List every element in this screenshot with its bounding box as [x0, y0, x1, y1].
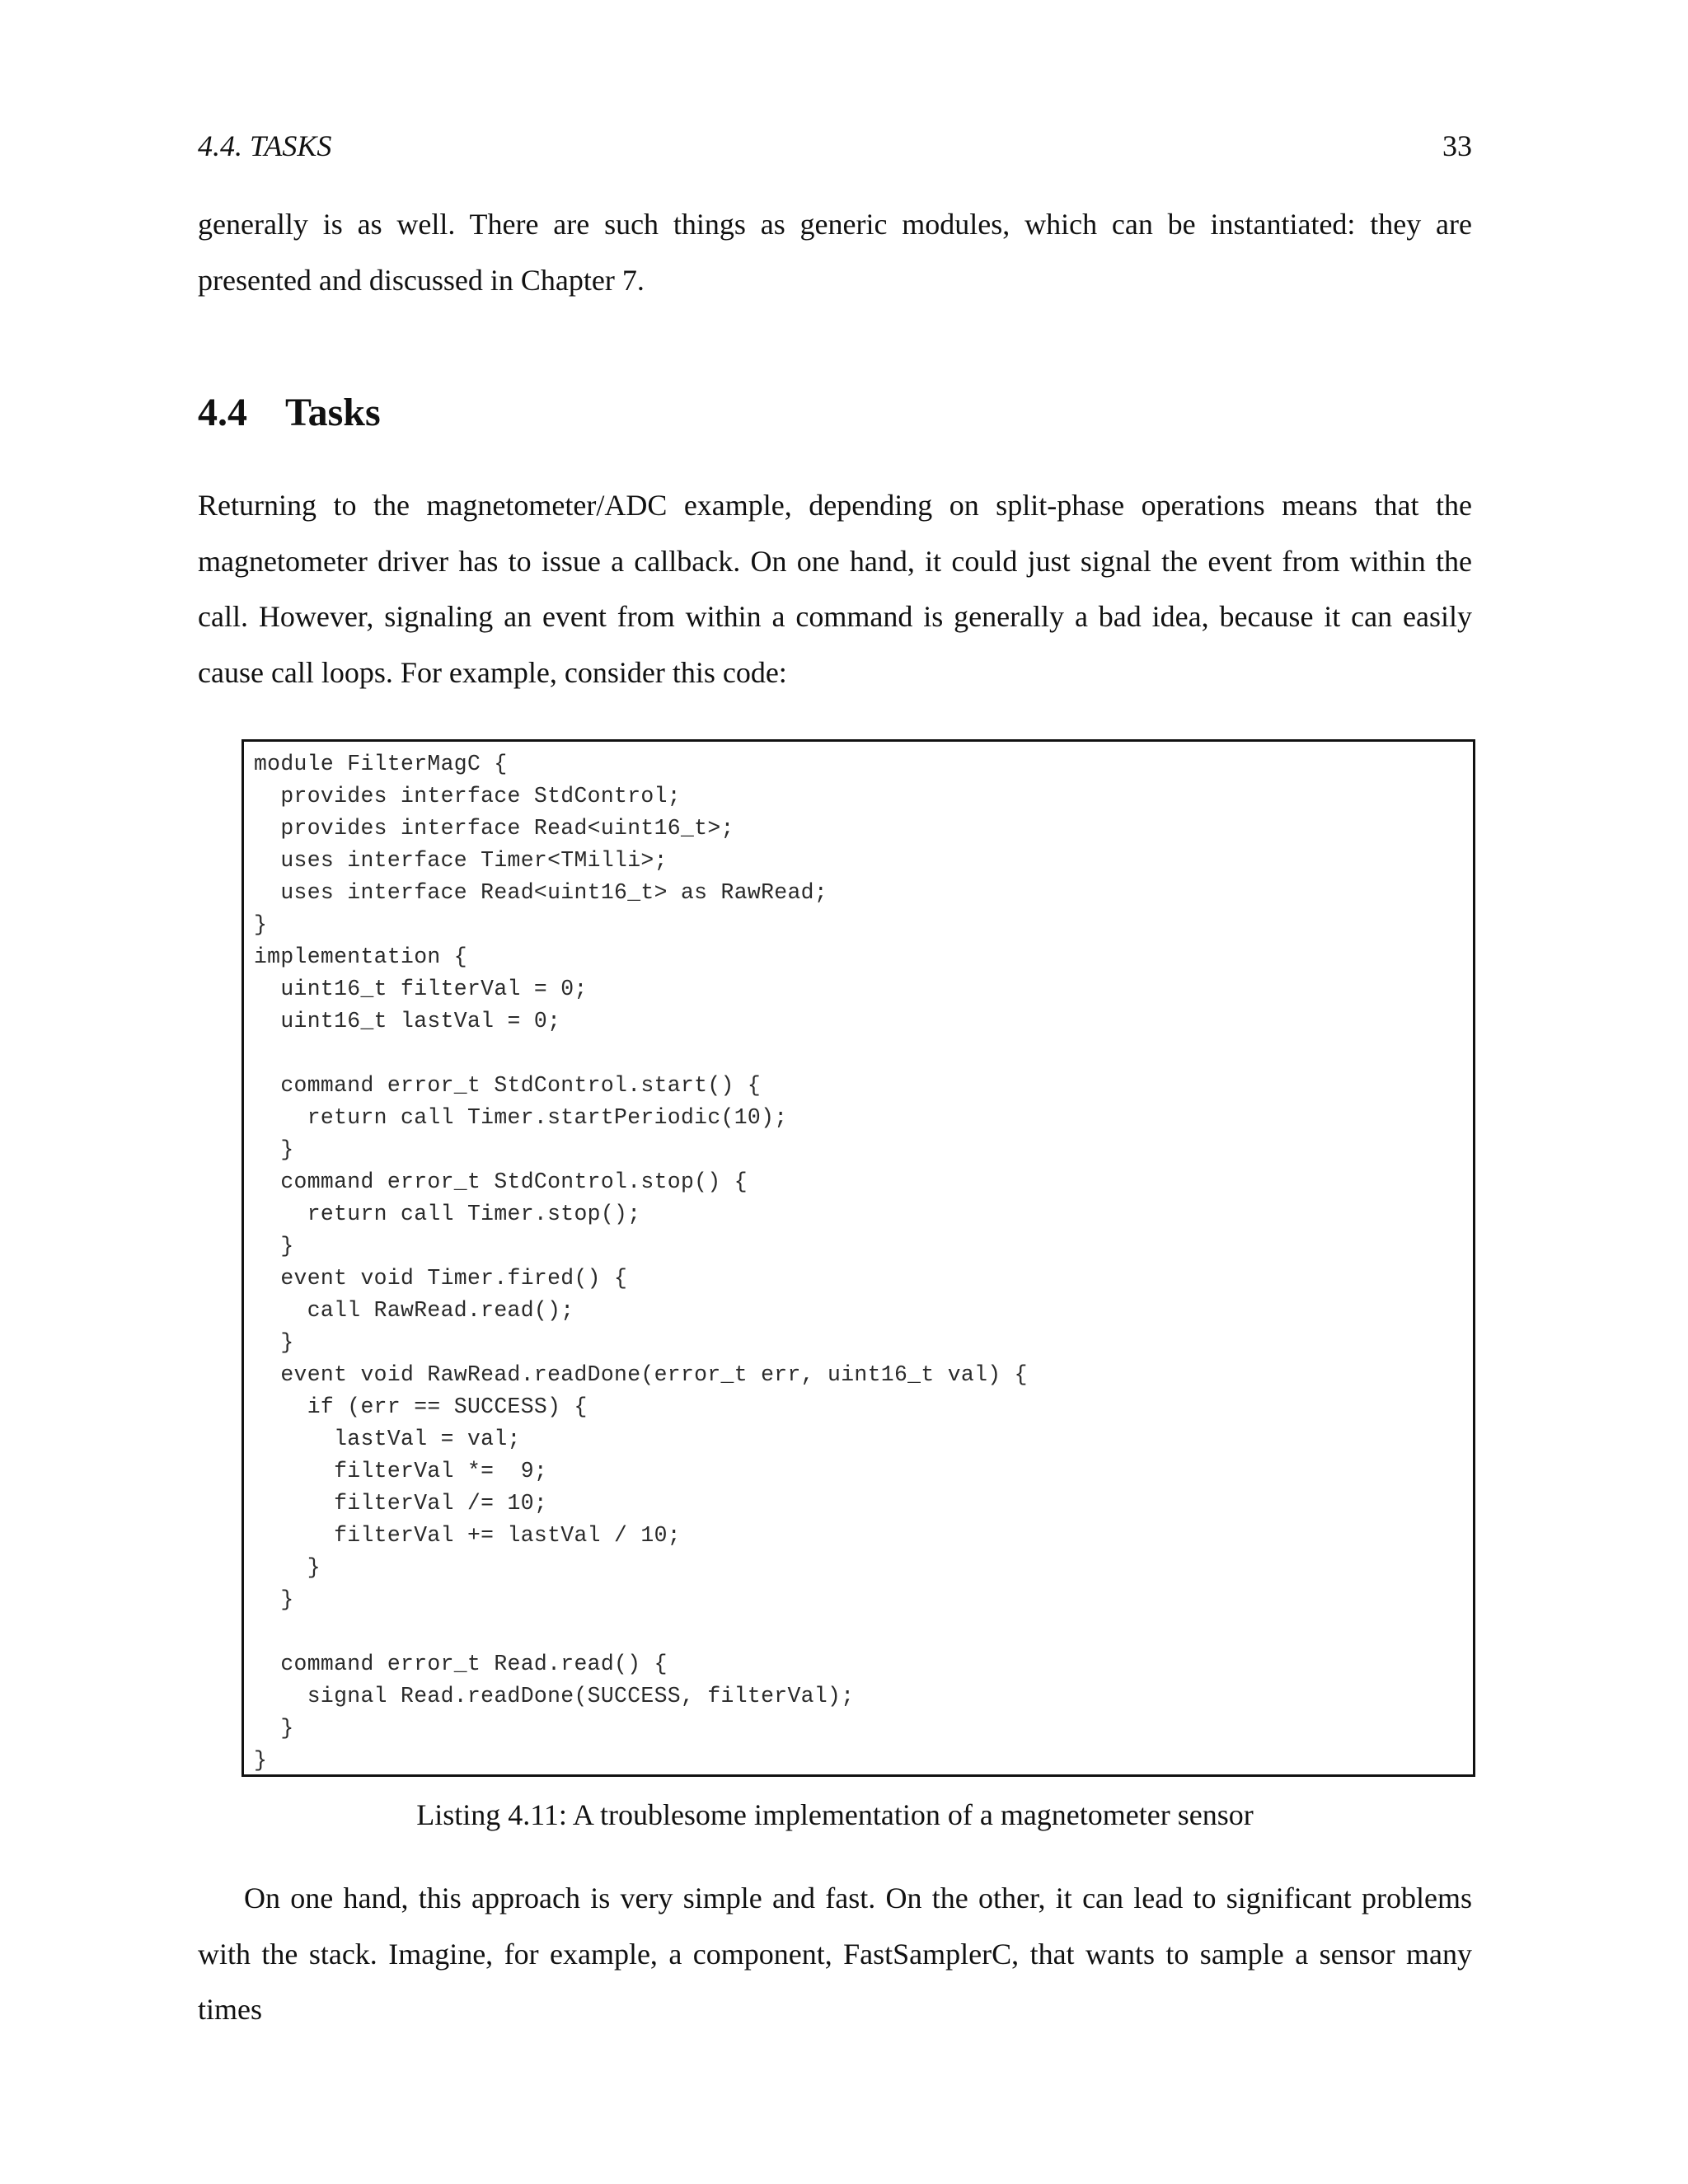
running-header	[198, 125, 1472, 166]
code-line: lastVal = val;	[254, 1427, 521, 1451]
section-number: 4.4	[198, 391, 247, 434]
code-line: filterVal /= 10;	[254, 1491, 548, 1516]
code-line: }	[254, 912, 268, 937]
code-line: uses interface Timer<TMilli>;	[254, 848, 668, 873]
header-section-title: 4.4. TASKS	[198, 129, 332, 162]
code-line: }	[254, 1555, 321, 1580]
code-line: }	[254, 1330, 294, 1355]
code-line: uint16_t lastVal = 0;	[254, 1009, 561, 1033]
code-line: }	[254, 1587, 294, 1612]
code-line: event void RawRead.readDone(error_t err, uint16_t val) {	[254, 1362, 1028, 1387]
code-line: implementation {	[254, 944, 467, 969]
code-line: }	[254, 1234, 294, 1258]
code-line: command error_t StdControl.start() {	[254, 1073, 762, 1098]
code-listing	[241, 739, 1475, 1777]
section-heading	[198, 384, 381, 442]
code-line: provides interface Read<uint16_t>;	[254, 816, 734, 841]
code-line: provides interface StdControl;	[254, 784, 681, 808]
paragraph-tasks-intro: Returning to the magnetometer/ADC example, depending on split-phase operations means that the magnetometer driver has to issue a callback. On one hand, it could just signal the event from within the call. However, signaling an event from within a command is generally a bad idea, because it can easily cause call loops. For example, consider this code:	[198, 489, 1472, 689]
code-line: filterVal += lastVal / 10;	[254, 1523, 681, 1548]
code-line: }	[254, 1137, 294, 1162]
code-line: if (err == SUCCESS) {	[254, 1394, 588, 1419]
code-line: command error_t StdControl.stop() {	[254, 1169, 748, 1194]
code-line: call RawRead.read();	[254, 1298, 574, 1323]
code-line: return call Timer.startPeriodic(10);	[254, 1105, 788, 1130]
page-number: 33	[1442, 129, 1472, 162]
code-line: event void Timer.fired() {	[254, 1266, 628, 1291]
code-line: module FilterMagC {	[254, 752, 508, 776]
code-line: command error_t Read.read() {	[254, 1652, 668, 1676]
code-line: filterVal *= 9;	[254, 1459, 548, 1483]
code-line: return call Timer.stop();	[254, 1202, 641, 1226]
section-title: Tasks	[285, 391, 381, 434]
code-line: }	[254, 1748, 268, 1773]
code-line: }	[254, 1716, 294, 1741]
paragraph-intro: generally is as well. There are such things as generic modules, which can be instantiated: they are presented and discussed in Chapter 7.	[198, 208, 1472, 297]
code-line: uses interface Read<uint16_t> as RawRead;	[254, 880, 828, 905]
listing-caption: Listing 4.11: A troublesome implementation of a magnetometer sensor	[416, 1798, 1254, 1831]
paragraph-after-listing: On one hand, this approach is very simple and fast. On the other, it can lead to significant problems with the stack. Imagine, for example, a component, FastSamplerC, that wants to sample a sensor many times	[198, 1882, 1472, 2026]
code-line: uint16_t filterVal = 0;	[254, 977, 588, 1001]
code-line: signal Read.readDone(SUCCESS, filterVal);	[254, 1684, 855, 1708]
